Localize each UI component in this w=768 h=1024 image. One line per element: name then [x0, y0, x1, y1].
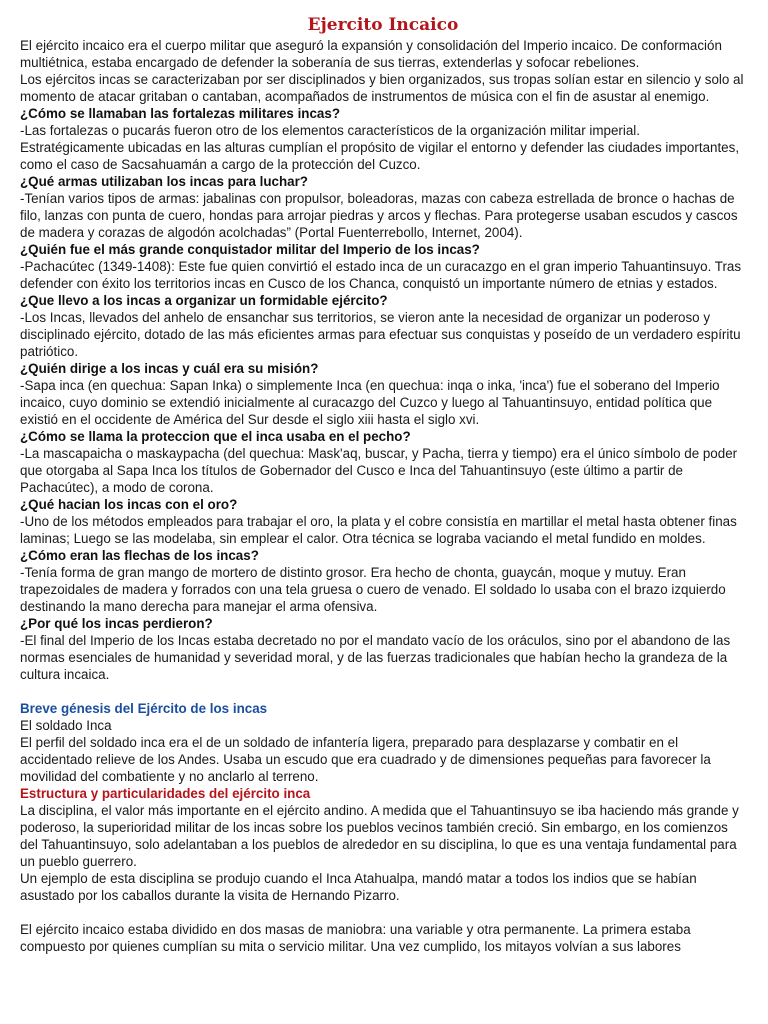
- section-body-soldado: El perfil del soldado inca era el de un soldado de infantería ligera, preparado para desplazarse y combatir en el accidentado relieve de los Andes. Usaba un escudo que era cuadrado y de dimensiones pequeñas para favorecer la movilidad del combatiente y no anclarlo al terreno.: [20, 735, 711, 784]
- question-conquistador: ¿Quién fue el más grande conquistador militar del Imperio de los incas?: [20, 242, 480, 257]
- answer-fortalezas: -Las fortalezas o pucarás fueron otro de los elementos característicos de la organización militar imperial. Estratégicamente ubicadas en las alturas cumplían el propósito de vigilar el entorno y defender las ciudades importantes, como el caso de Sacsahuamán a cargo de la protección del Cuzco.: [20, 123, 740, 172]
- question-flechas: ¿Cómo eran las flechas de los incas?: [20, 548, 259, 563]
- answer-conquistador: -Pachacútec (1349-1408): Este fue quien convirtió el estado inca de un curacazgo en el gran imperio Tahuantinsuyo. Tras defender con éxito los territorios incas en Cusco de los Chanca, conquistó un importante número de etnias y estados.: [20, 259, 742, 291]
- intro-paragraph-2: Los ejércitos incas se caracterizaban por ser disciplinados y bien organizados, sus tropas solían estar en silencio y solo al momento de atacar gritaban o cantaban, acompañados de instrumentos de música con el fin de asustar al enemigo.: [20, 72, 744, 104]
- spacer: [20, 683, 746, 700]
- answer-quien-dirige: -Sapa inca (en quechua: Sapan Inka) o simplemente Inca (en quechua: inqa o inka, 'inca') fue el soberano del Imperio incaico, cuyo dominio se extendió inicialmente al curacazgo del Cuzco y luego al Tahuantinsuyo, entidad política que existió en el occidente de América del Sur desde el siglo xiii hasta el siglo xvi.: [20, 378, 720, 427]
- section-body-masas: El ejército incaico estaba dividido en dos masas de maniobra: una variable y otra permanente. La primera estaba compuesto por quienes cumplían su mita o servicio militar. Una vez cumplido, los mitayos volvían a sus labores: [20, 922, 691, 954]
- answer-perdieron: -El final del Imperio de los Incas estaba decretado no por el mandato vacío de los oráculos, sino por el abandono de las normas esenciales de humanidad y severidad moral, y de las fuerzas tradicionales que habían hecho la grandeza de la cultura incaica.: [20, 633, 731, 682]
- document-title: Ejercito Incaico: [307, 15, 459, 35]
- spacer: [20, 904, 746, 921]
- section-body-disciplina: La disciplina, el valor más importante en el ejército andino. A medida que el Tahuantinsuyo se iba haciendo más grande y poderoso, la superioridad militar de los incas sobre los pueblos vecinos también creció. Sin embargo, en los comienzos del Tahuantinsuyo, solo adelantaban a los pueblos de alrededor en su disciplina, lo que es una ventaja fundamental para un pueblo guerrero.: [20, 803, 739, 869]
- section-body-atahualpa: Un ejemplo de esta disciplina se produjo cuando el Inca Atahualpa, mandó matar a todos los indios que se habían asustado por los caballos durante la visita de Hernando Pizarro.: [20, 871, 697, 903]
- question-oro: ¿Qué hacian los incas con el oro?: [20, 497, 238, 512]
- section-heading-estructura: Estructura y particularidades del ejército inca: [20, 786, 311, 801]
- answer-armas: -Tenían varios tipos de armas: jabalinas con propulsor, boleadoras, mazas con cabeza estrellada de bronce o hachas de filo, lanzas con punta de cuero, hondas para arrojar piedras y arcos y flechas. Para protegerse usaban escudos y cascos de madera y corazas de algodón acolchadas” (Portal Fuenterrebollo, Internet, 2004).: [20, 191, 738, 240]
- answer-flechas: -Tenía forma de gran mango de mortero de distinto grosor. Era hecho de chonta, guaycán, moque y mutuy. Eran trapezoidales de madera y forrados con una tela gruesa o cuero de venado. El soldado lo usaba con el brazo izquierdo destinando la mano derecha para manejar el arma ofensiva.: [20, 565, 726, 614]
- document-body: [20, 37, 746, 955]
- question-perdieron: ¿Por qué los incas perdieron?: [20, 616, 213, 631]
- question-fortalezas: ¿Cómo se llamaban las fortalezas militares incas?: [20, 106, 341, 121]
- answer-organizar-ejercito: -Los Incas, llevados del anhelo de ensanchar sus territorios, se vieron ante la necesidad de organizar un poderoso y disciplinado ejército, dotado de las más eficientes armas para efectuar sus conquistas y poseído de un verdadero espíritu patriótico.: [20, 310, 741, 359]
- question-proteccion-pecho: ¿Cómo se llama la proteccion que el inca usaba en el pecho?: [20, 429, 411, 444]
- question-armas: ¿Qué armas utilizaban los incas para luchar?: [20, 174, 308, 189]
- section-heading-genesis: Breve génesis del Ejército de los incas: [20, 701, 268, 716]
- question-organizar-ejercito: ¿Que llevo a los incas a organizar un formidable ejército?: [20, 293, 388, 308]
- section-subheading-soldado: El soldado Inca: [20, 718, 112, 733]
- question-quien-dirige: ¿Quién dirige a los incas y cuál era su misión?: [20, 361, 319, 376]
- answer-oro: -Uno de los métodos empleados para trabajar el oro, la plata y el cobre consistía en martillar el metal hasta obtener finas laminas; Luego se las modelaba, sin emplear el calor. Otra técnica se lograba vaciando el metal fundido en moldes.: [20, 514, 737, 546]
- intro-paragraph-1: El ejército incaico era el cuerpo militar que aseguró la expansión y consolidación del Imperio incaico. De conformación multiétnica, estaba encargado de defender la soberanía de sus tierras, extenderlas y sofocar rebeliones.: [20, 38, 722, 70]
- answer-proteccion-pecho: -La mascapaicha o maskaypacha (del quechua: Mask'aq, buscar, y Pacha, tierra y tiempo) era el único símbolo de poder que otorgaba al Sapa Inca los títulos de Gobernador del Cusco e Inca del Tahuantinsuyo (este último a partir de Pachacútec), a modo de corona.: [20, 446, 738, 495]
